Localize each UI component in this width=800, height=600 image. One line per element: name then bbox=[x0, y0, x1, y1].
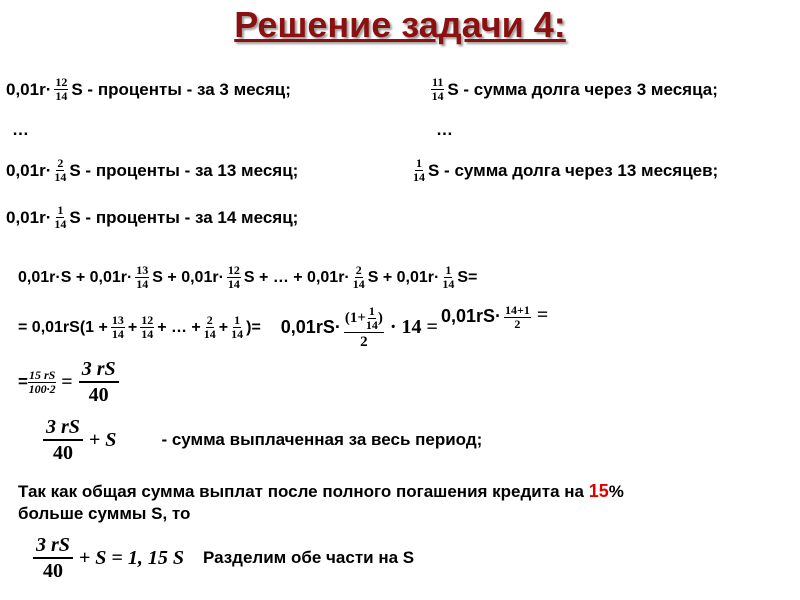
text: 0,01r· bbox=[6, 207, 52, 227]
numerator: 3 rS bbox=[33, 533, 73, 559]
fraction bbox=[413, 157, 425, 184]
text: - сумма выплаченная за весь период; bbox=[161, 430, 483, 449]
text: + bbox=[218, 318, 229, 336]
sum-simplification bbox=[18, 300, 551, 355]
denominator: 14 bbox=[141, 327, 154, 341]
numerator: 12 bbox=[141, 313, 154, 327]
text: = bbox=[61, 370, 73, 393]
text: S - сумма долга через 13 месяцев; bbox=[428, 160, 719, 180]
numerator: 1 bbox=[234, 313, 241, 327]
fraction bbox=[33, 533, 73, 583]
fraction bbox=[366, 305, 378, 332]
fraction bbox=[344, 305, 384, 351]
fraction bbox=[204, 314, 216, 341]
text: больше суммы S, то bbox=[18, 504, 191, 523]
denominator: 14 bbox=[352, 277, 365, 291]
numerator: 3 rS bbox=[43, 415, 83, 441]
fraction bbox=[231, 314, 243, 341]
denominator: 2 bbox=[514, 317, 521, 331]
denominator: 40 bbox=[52, 442, 73, 464]
denominator: 100·2 bbox=[28, 381, 56, 396]
fraction bbox=[28, 369, 56, 396]
numerator: 1 bbox=[368, 303, 375, 318]
numerator: 14+1 bbox=[505, 303, 530, 317]
denominator: 2 bbox=[360, 333, 368, 350]
interest-month-3 bbox=[6, 76, 291, 103]
text: S + … + 0,01r· bbox=[243, 268, 350, 286]
numerator: 11 bbox=[432, 75, 444, 89]
numerator: 1 bbox=[416, 156, 422, 170]
denominator: 14 bbox=[111, 327, 124, 341]
text: 0,01r·S + 0,01r· bbox=[18, 268, 133, 286]
numerator: 12 bbox=[55, 75, 68, 89]
result-simplification bbox=[18, 357, 122, 407]
text: = bbox=[536, 304, 549, 326]
denominator: 14 bbox=[136, 277, 149, 291]
text: 0,01r· bbox=[6, 79, 52, 99]
fraction bbox=[431, 76, 444, 103]
text: S= bbox=[457, 268, 478, 286]
fraction bbox=[43, 415, 83, 465]
numerator: 2 bbox=[206, 313, 213, 327]
denominator: 14 bbox=[431, 89, 444, 103]
denominator: 14 bbox=[442, 277, 455, 291]
text: 0,01rS· bbox=[440, 306, 501, 326]
interest-sum bbox=[18, 264, 477, 291]
denominator: 14 bbox=[413, 170, 425, 184]
fraction bbox=[135, 264, 149, 291]
text: (1+ bbox=[344, 310, 366, 326]
denominator: 40 bbox=[42, 560, 63, 582]
debt-month-13 bbox=[410, 157, 718, 184]
interest-month-13 bbox=[6, 157, 298, 184]
text: S - проценты - за 13 месяц; bbox=[69, 160, 299, 180]
fraction bbox=[79, 357, 119, 407]
text: · 14 = bbox=[389, 316, 438, 338]
fraction bbox=[111, 314, 125, 341]
numerator: 13 bbox=[136, 263, 149, 277]
text: + S bbox=[88, 428, 117, 451]
text: 0,01rS· bbox=[280, 317, 341, 337]
denominator: 14 bbox=[54, 170, 67, 184]
numerator: 15 rS bbox=[28, 367, 56, 382]
denominator: 14 bbox=[55, 89, 68, 103]
denominator: 40 bbox=[88, 384, 109, 406]
text: S + 0,01r· bbox=[367, 268, 440, 286]
ellipsis-right: … bbox=[436, 120, 453, 139]
numerator bbox=[344, 305, 384, 333]
numerator: 12 bbox=[227, 263, 240, 277]
text: = bbox=[18, 372, 28, 391]
numerator: 2 bbox=[355, 263, 362, 277]
condition-paragraph bbox=[18, 480, 624, 525]
text: S + 0,01r· bbox=[152, 268, 224, 286]
denominator: 14 bbox=[54, 217, 67, 231]
interest-month-14 bbox=[6, 204, 298, 231]
text: + bbox=[127, 318, 138, 336]
numerator: 2 bbox=[57, 156, 64, 170]
numerator: 13 bbox=[111, 313, 124, 327]
fraction bbox=[504, 304, 531, 331]
numerator: 1 bbox=[445, 263, 452, 277]
debt-month-3 bbox=[428, 76, 718, 103]
denominator: 14 bbox=[365, 317, 378, 332]
text: Разделим обе части на S bbox=[202, 548, 415, 567]
denominator: 14 bbox=[231, 327, 244, 341]
fraction bbox=[54, 204, 66, 231]
text: S - проценты - за 14 месяц; bbox=[69, 207, 299, 227]
text: = 0,01rS(1 + bbox=[18, 318, 108, 336]
fraction bbox=[353, 264, 365, 291]
numerator: 3 rS bbox=[79, 357, 119, 383]
highlight-percent: 15 bbox=[588, 481, 609, 501]
denominator: 14 bbox=[227, 277, 240, 291]
fraction bbox=[140, 314, 154, 341]
final-equation bbox=[30, 533, 414, 583]
fraction bbox=[227, 264, 241, 291]
fraction bbox=[442, 264, 454, 291]
slide-title: Решение задачи 4: bbox=[234, 4, 566, 45]
total-paid bbox=[40, 415, 482, 465]
text: )= bbox=[246, 318, 261, 336]
text: + … + bbox=[157, 318, 201, 336]
text: S - сумма долга через 3 месяца; bbox=[447, 79, 718, 99]
fraction bbox=[54, 157, 66, 184]
text: S - проценты - за 3 месяц; bbox=[71, 79, 291, 99]
text: 0,01r· bbox=[6, 160, 52, 180]
text: + S = 1, 15 S bbox=[78, 546, 184, 569]
text: % bbox=[608, 482, 624, 501]
text: Так как общая сумма выплат после полного погашения кредита на bbox=[18, 482, 589, 501]
fraction bbox=[54, 76, 68, 103]
ellipsis-left: … bbox=[12, 120, 29, 139]
denominator: 14 bbox=[203, 327, 216, 341]
text: ) bbox=[377, 310, 383, 326]
numerator: 1 bbox=[57, 203, 64, 217]
